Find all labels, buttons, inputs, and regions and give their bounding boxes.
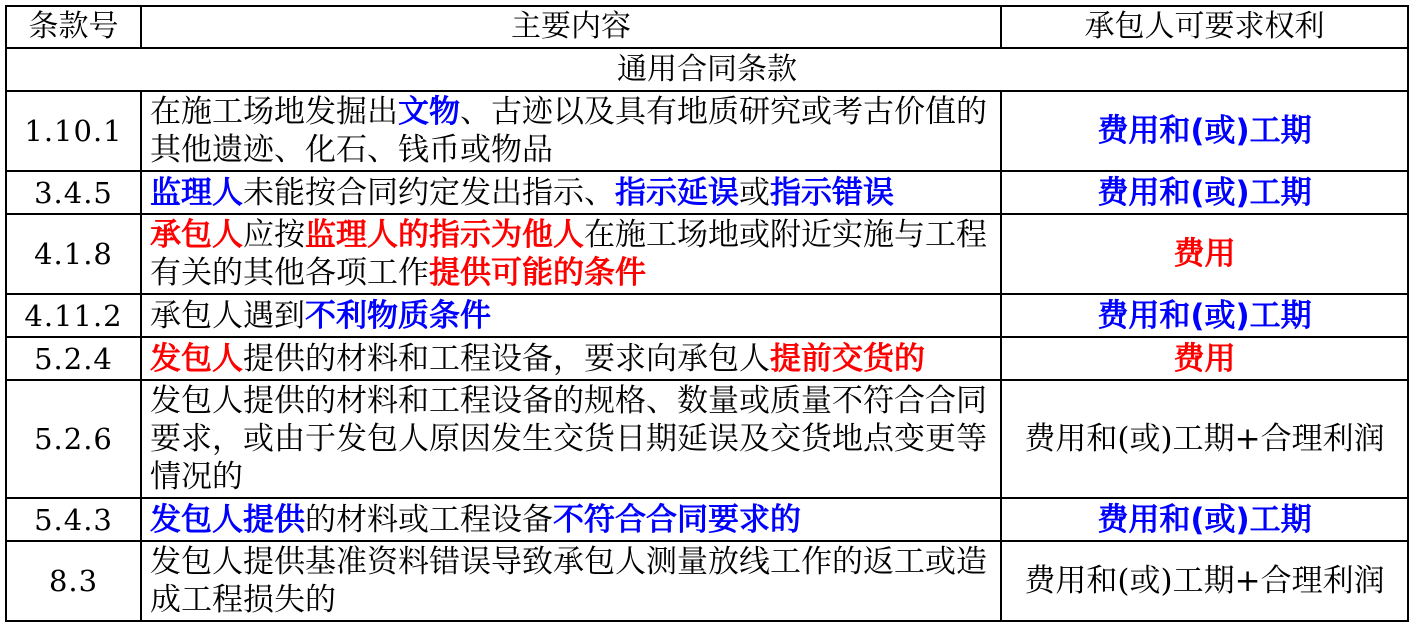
clause-table-body xyxy=(6,48,1408,621)
content-segment: 指示延误 xyxy=(615,174,739,211)
content-segment: 发包人提供基准资料错误导致承包人测量放线工作的返工或造成工程损失的 xyxy=(150,544,987,618)
table-header xyxy=(6,6,1408,48)
content-segment: 提供的材料和工程设备，要求向承包人 xyxy=(243,340,770,377)
clause-content xyxy=(141,337,1001,380)
content-segment: 在施工场地或附近实施与工程有关的其他各项工作 xyxy=(150,217,987,291)
content-segment: 提前交货的 xyxy=(770,340,925,377)
contractor-right: 费用 xyxy=(1001,214,1408,294)
clause-content xyxy=(141,294,1001,337)
header-clause-number: 条款号 xyxy=(6,6,141,48)
contractor-right: 费用 xyxy=(1001,337,1408,380)
section-title: 通用合同条款 xyxy=(6,48,1408,91)
content-segment: 监理人 xyxy=(150,174,243,211)
clause-content xyxy=(141,91,1001,171)
table-row xyxy=(6,171,1408,214)
clause-content xyxy=(141,171,1001,214)
content-segment: 承包人遇到 xyxy=(150,297,305,334)
table-row xyxy=(6,214,1408,294)
contractor-right: 费用和(或)工期+合理利润 xyxy=(1001,380,1408,498)
clause-content xyxy=(141,541,1001,621)
contractor-right: 费用和(或)工期 xyxy=(1001,498,1408,541)
clause-number: 4.11.2 xyxy=(6,294,141,337)
content-segment: 发包人提供的材料和工程设备的规格、数量或质量不符合合同要求，或由于发包人原因发生交货日期延误及交货地点变更等情况的 xyxy=(150,383,987,495)
content-segment: 发包人 xyxy=(150,340,243,377)
contractor-right: 费用和(或)工期 xyxy=(1001,91,1408,171)
content-segment: 不利物质条件 xyxy=(305,297,491,334)
content-segment: 不符合合同要求的 xyxy=(553,501,801,538)
clause-number: 3.4.5 xyxy=(6,171,141,214)
clause-content xyxy=(141,380,1001,498)
table-row xyxy=(6,337,1408,380)
content-segment: 提供可能的条件 xyxy=(429,255,646,291)
header-main-content: 主要内容 xyxy=(141,6,1001,48)
table-row xyxy=(6,380,1408,498)
contractor-right: 费用和(或)工期+合理利润 xyxy=(1001,541,1408,621)
clause-number: 5.2.4 xyxy=(6,337,141,380)
header-row xyxy=(6,6,1408,48)
content-segment: 文物 xyxy=(398,94,460,130)
clause-number: 5.4.3 xyxy=(6,498,141,541)
content-segment: 应按 xyxy=(243,217,305,253)
content-segment: 监理人的指示为他人 xyxy=(305,217,584,253)
content-segment: 发包人提供 xyxy=(150,501,305,538)
content-segment: 指示错误 xyxy=(770,174,894,211)
content-segment: 在施工场地发掘出 xyxy=(150,94,398,130)
clause-number: 4.1.8 xyxy=(6,214,141,294)
content-segment: 、古迹以及具有地质研究或考古价值的其他遗迹、化石、钱币或物品 xyxy=(150,94,987,168)
content-segment: 的材料或工程设备 xyxy=(305,501,553,538)
table-row xyxy=(6,91,1408,171)
contractor-right: 费用和(或)工期 xyxy=(1001,171,1408,214)
table-row xyxy=(6,294,1408,337)
clause-number: 8.3 xyxy=(6,541,141,621)
content-segment: 承包人 xyxy=(150,217,243,253)
content-segment: 或 xyxy=(739,174,770,211)
clause-content xyxy=(141,214,1001,294)
clause-number: 5.2.6 xyxy=(6,380,141,498)
section-row xyxy=(6,48,1408,91)
table-row xyxy=(6,541,1408,621)
table-row xyxy=(6,498,1408,541)
clause-content xyxy=(141,498,1001,541)
header-contractor-rights: 承包人可要求权利 xyxy=(1001,6,1408,48)
contractor-right: 费用和(或)工期 xyxy=(1001,294,1408,337)
clause-number: 1.10.1 xyxy=(6,91,141,171)
clause-rights-table xyxy=(5,5,1409,622)
content-segment: 未能按合同约定发出指示、 xyxy=(243,174,615,211)
